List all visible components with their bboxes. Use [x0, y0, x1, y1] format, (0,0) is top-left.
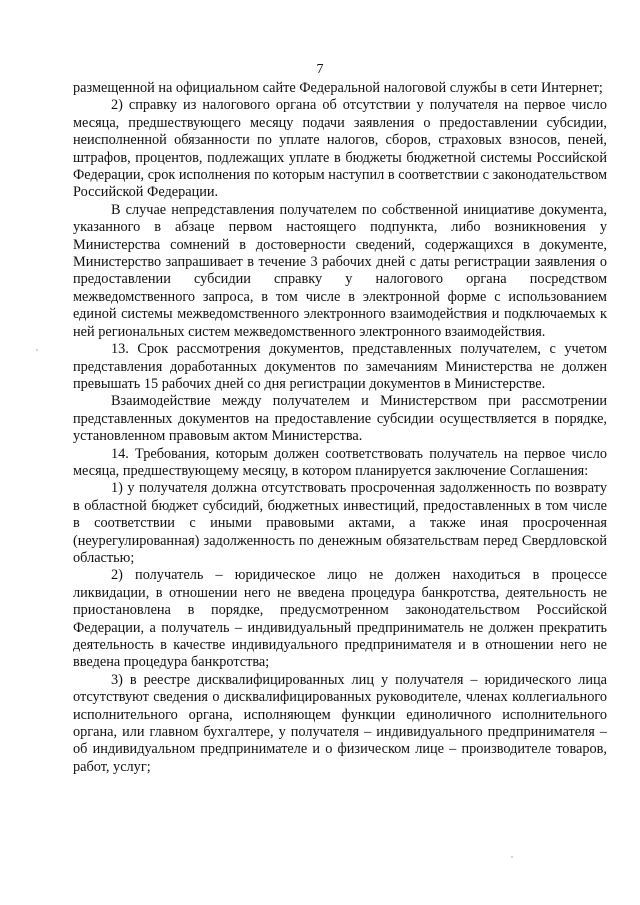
- paragraph-interagency-request: В случае непредставления получателем по собственной инициативе документа, указанного в абзаце первом настоящего подпункта, либо возникновения у Министерства сомнений в достоверности сведений, содержащихся в документе, Министерство запрашивает в течение 3 рабочих дней с даты регистрации заявления о предоставлении субсидии справку у налогового органа посредством межведомственного запроса, в том числе в электронной форме с использованием единой системы межведомственного электронного взаимодействия и подключаемых к ней региональных систем межведомственного электронного взаимодействия.: [73, 201, 607, 340]
- paragraph-continuation: размещенной на официальном сайте Федеральной налоговой службы в сети Интернет;: [73, 80, 603, 96]
- document-body: [73, 80, 607, 776]
- paragraph-item-2-tax-certificate: 2) справку из налогового органа об отсутствии у получателя на первое число месяца, предшествующего месяцу подачи заявления о предоставлении субсидии, неисполненной обязанности по уплате налогов, сборов, страховых взносов, пеней, штрафов, процентов, подлежащих уплате в бюджеты бюджетной системы Российской Федерации, срок исполнения по которым наступил в соответствии с законодательством Российской Федерации.: [73, 97, 607, 201]
- paragraph-interaction: Взаимодействие между получателем и Министерством при рассмотрении представленных документов на предоставление субсидии осуществляется в порядке, установленном правовым актом Министерства.: [73, 393, 607, 445]
- paragraph-clause-13: 13. Срок рассмотрения документов, представленных получателем, с учетом представления доработанных документов по замечаниям Министерства не должен превышать 15 рабочих дней со дня регистрации документов в Министерстве.: [73, 341, 607, 392]
- scan-speck: [511, 856, 513, 858]
- scan-speck: [36, 349, 38, 351]
- paragraph-requirement-3: 3) в реестре дисквалифицированных лиц у получателя – юридического лица отсутствуют сведения о дисквалифицированных руководителе, членах коллегиального исполнительного органа, исполняющем функции единоличного исполнительного органа, или главном бухгалтере, у получателя – индивидуального предпринимателя – об индивидуальном предпринимателе и о физическом лице – производителе товаров, работ, услуг;: [73, 671, 607, 775]
- paragraph-requirement-1: 1) у получателя должна отсутствовать просроченная задолженность по возврату в областной бюджет субсидий, бюджетных инвестиций, предоставленных в том числе в соответствии с иными правовыми актами, а также иная просроченная (неурегулированная) задолженность по денежным обязательствам перед Свердловской областью;: [73, 480, 607, 566]
- paragraph-clause-14: 14. Требования, которым должен соответствовать получатель на первое число месяца, предшествующему месяцу, в котором планируется заключение Соглашения:: [73, 445, 607, 479]
- page-number: 7: [316, 62, 324, 77]
- paragraph-requirement-2: 2) получатель – юридическое лицо не должен находиться в процессе ликвидации, в отношении него не введена процедура банкротства, деятельность не приостановлена в порядке, предусмотренном законодательством Российской Федерации, а получатель – индивидуальный предприниматель не должен прекратить деятельность в качестве индивидуального предпринимателя и в отношении него не введена процедура банкротства;: [73, 567, 607, 671]
